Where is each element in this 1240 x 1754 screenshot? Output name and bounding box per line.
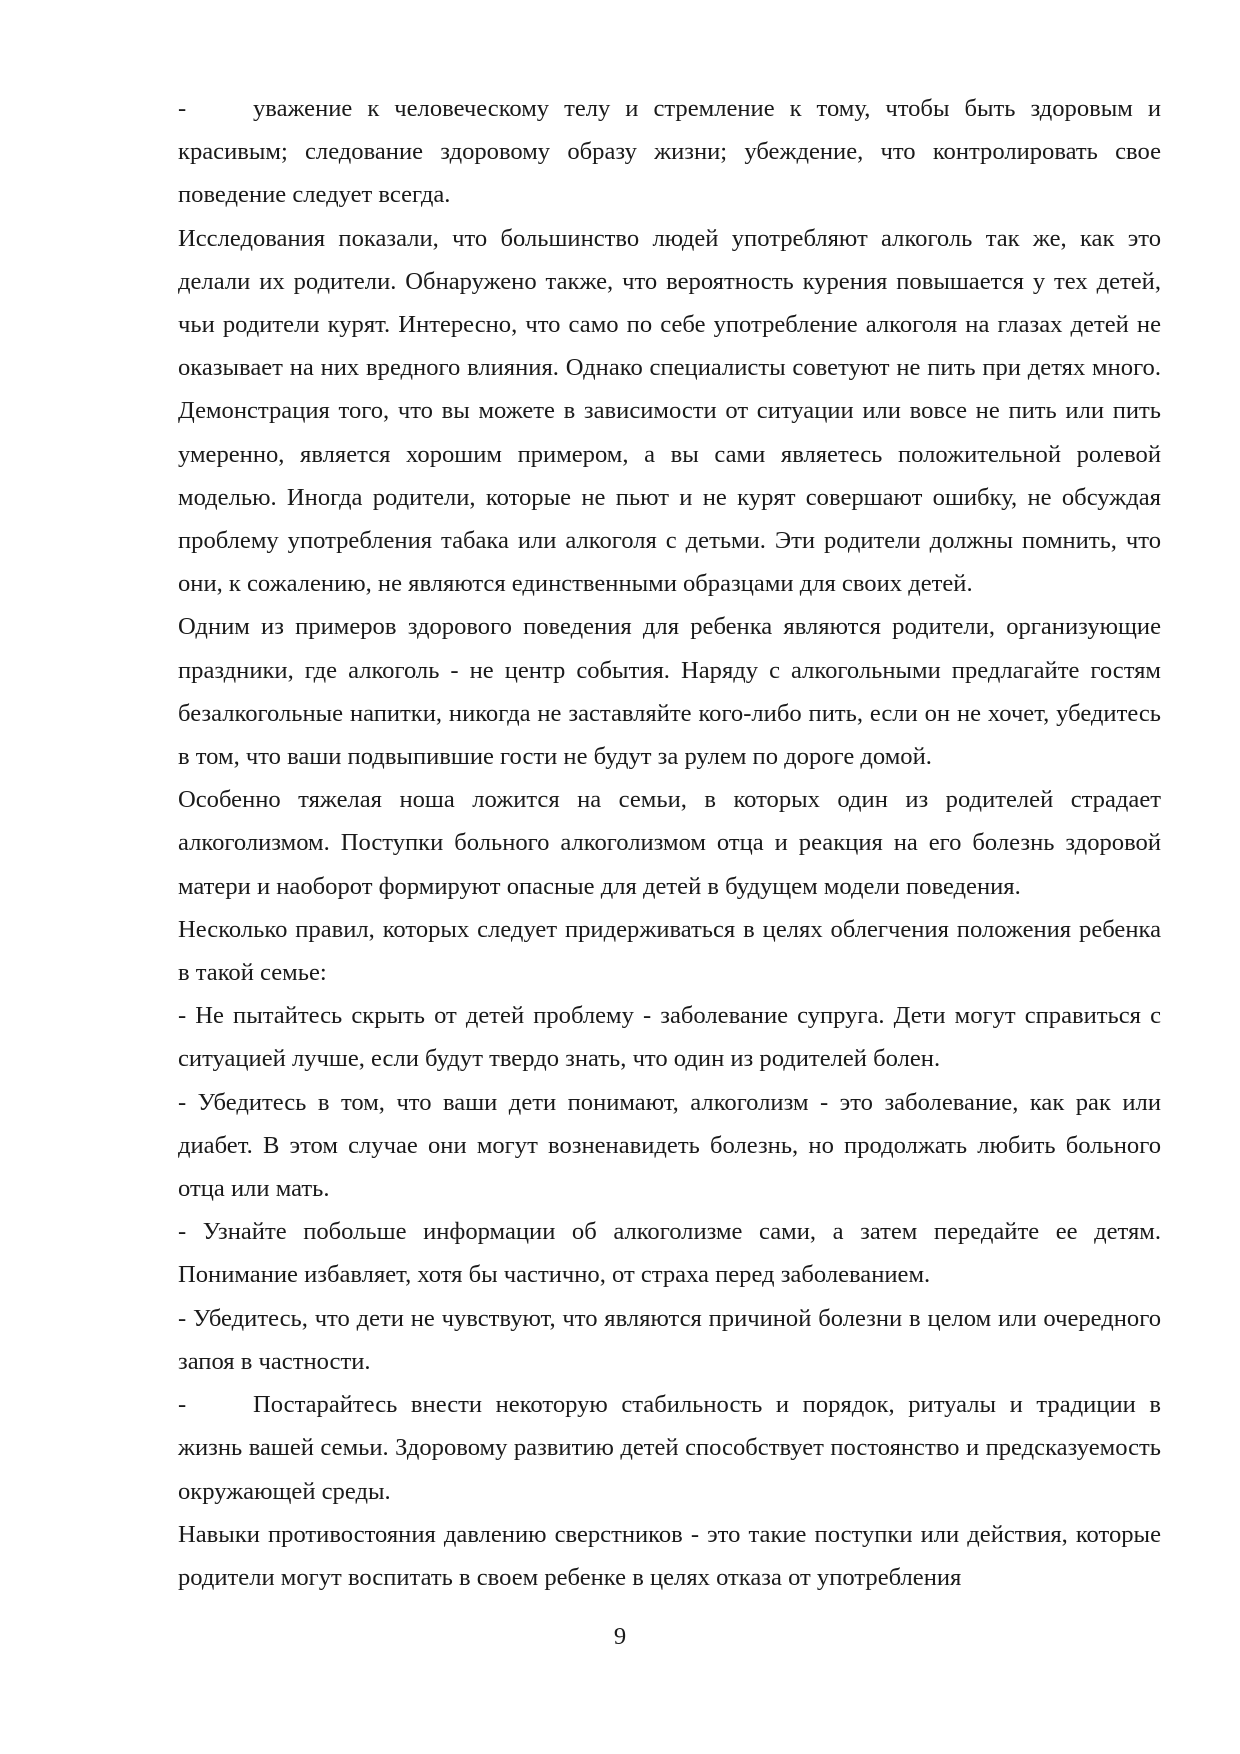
bullet-dash: - [178,95,187,122]
paragraph-1 [178,87,1161,217]
paragraph-4: Особенно тяжелая ноша ложится на семьи, в которых один из родителей страдает алкоголизмом. Поступки больного алкоголизмом отца и реакция на его болезнь здоровой матери и наоборот формируют опасные для детей в будущем модели поведения. [178,786,1161,900]
paragraph-3: Одним из примеров здорового поведения для ребенка являются родители, организующие праздники, где алкоголь - не центр события. Наряду с алкогольными предлагайте гостям безалкогольные напитки, никогда не заставляйте кого-либо пить, если он не хочет, убедитесь в том, что ваши подвыпившие гости не будут за рулем по дороге домой. [178,613,1161,771]
paragraph-text: Постарайтесь внести некоторую стабильность и порядок, ритуалы и традиции в жизнь вашей семьи. Здоровому развитию детей способствует постоянство и предсказуемость окружающей среды. [178,1391,1161,1505]
paragraph-text: уважение к человеческому телу и стремление к тому, чтобы быть здоровым и красивым; следование здоровому образу жизни; убеждение, что контролировать свое поведение следует всегда. [178,95,1161,209]
paragraph-9: - Убедитесь, что дети не чувствуют, что являются причиной болезни в целом или очередного запоя в частности. [178,1304,1161,1375]
paragraph-8: - Узнайте побольше информации об алкоголизме сами, а затем передайте ее детям. Понимание избавляет, хотя бы частично, от страха перед заболеванием. [178,1218,1161,1289]
paragraph-5: Несколько правил, которых следует придерживаться в целях облегчения положения ребенка в такой семье: [178,915,1161,987]
paragraph-2: Исследования показали, что большинство людей употребляют алкоголь так же, как это делали их родители. Обнаружено также, что вероятность курения повышается у тех детей, чьи родители курят. Интересно, что само по себе употребление алкоголя на глазах детей не оказывает на них вредного влияния. Однако специалисты советуют не пить при детях много. Демонстрация того, что вы можете в зависимости от ситуации или вовсе не пить или пить умеренно, является хорошим примером, а вы сами являетесь положительной ролевой моделью. Иногда родители, которые не пьют и не курят совершают ошибку, не обсуждая проблему употребления табака или алкоголя с детьми. Эти родители должны помнить, что они, к сожалению, не являются единственными образцами для своих детей. [178,224,1161,598]
paragraph-11: Навыки противостояния давлению сверстников - это такие поступки или действия, которые родители могут воспитать в своем ребенке в целях отказа от употребления [178,1520,1161,1591]
paragraph-7: - Убедитесь в том, что ваши дети понимают, алкоголизм - это заболевание, как рак или диабет. В этом случае они могут возненавидеть болезнь, но продолжать любить больного отца или мать. [178,1088,1161,1203]
page-number: 9 [613,1623,627,1650]
bullet-dash: - [178,1391,187,1419]
paragraph-10 [178,1383,1161,1513]
body-text [178,87,1161,1599]
paragraph-6: - Не пытайтесь скрыть от детей проблему - заболевание супруга. Дети могут справиться с ситуацией лучше, если будут твердо знать, что один из родителей болен. [178,1002,1161,1073]
